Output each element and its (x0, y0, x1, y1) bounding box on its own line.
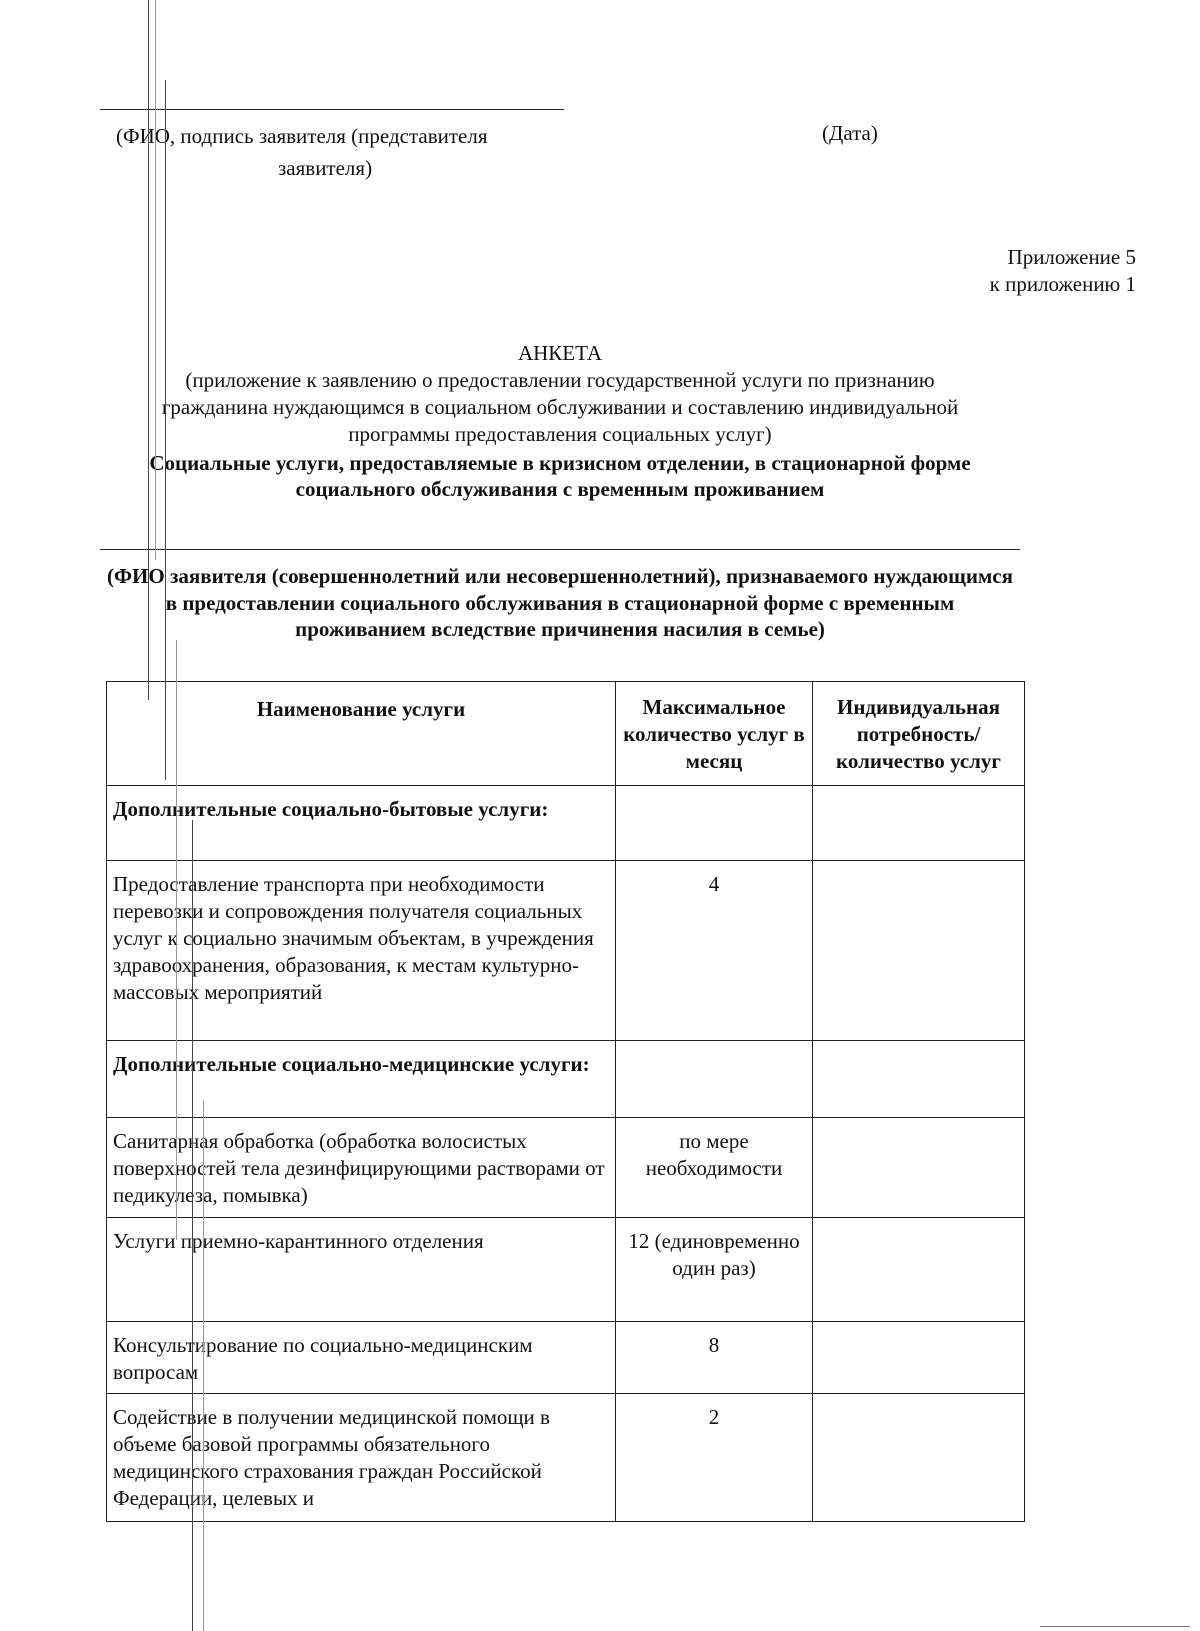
service-name-cell: Дополнительные социально-медицинские услуги: (107, 1041, 616, 1118)
scan-artifact-line (165, 80, 166, 780)
appendix-line1: Приложение 5 (1007, 245, 1136, 269)
signature-caption-line2: заявителя) (278, 155, 373, 180)
scan-artifact-line (148, 0, 149, 700)
scan-artifact-line (203, 1100, 204, 1631)
table-row (107, 786, 1025, 861)
signature-caption (100, 121, 580, 184)
max-quantity-cell: 12 (единовременно один раз) (616, 1217, 813, 1321)
scan-artifact-line (155, 0, 156, 560)
table-row (107, 1217, 1025, 1321)
individual-need-cell (813, 861, 1025, 1041)
table-header-row (107, 682, 1025, 786)
service-name-cell: Предоставление транспорта при необходимости перевозки и сопровождения получателя социальных услуг к социально значимым объектам, в учреждения здравоохранения, образования, к местам культурно-массовых мероприятий (107, 861, 616, 1041)
max-quantity-cell: 2 (616, 1394, 813, 1522)
service-name-cell: Санитарная обработка (обработка волосистых поверхностей тела дезинфицирующими растворами от педикулеза, помывка) (107, 1118, 616, 1218)
applicant-caption: (ФИО заявителя (совершеннолетний или несовершеннолетний), признаваемого нуждающимся в предоставлении социального обслуживания в стационарной форме с временным проживанием вследствие причинения насилия в семье) (107, 564, 1013, 642)
individual-need-cell (813, 1321, 1025, 1394)
signature-caption-line1: (ФИО, подпись заявителя (представителя (116, 124, 488, 148)
max-quantity-cell (616, 1041, 813, 1118)
table-row (107, 1321, 1025, 1394)
services-heading: Социальные услуги, предоставляемые в кризисном отделении, в стационарной форме социального обслуживания с временным проживанием (149, 450, 971, 502)
appendix-line2: к приложению 1 (989, 272, 1136, 297)
table-row (107, 861, 1025, 1041)
individual-need-cell (813, 786, 1025, 861)
individual-need-cell (813, 1118, 1025, 1218)
scan-artifact-line (176, 640, 177, 1240)
scan-artifact-mark (1040, 1626, 1190, 1627)
appendix-reference (990, 244, 1136, 299)
max-quantity-cell: 4 (616, 861, 813, 1041)
service-name-cell: Содействие в получении медицинской помощи в объеме базовой программы обязательного медицинского страхования граждан Российской Федерации, целевых и (107, 1394, 616, 1522)
date-caption: (Дата) (822, 121, 878, 145)
max-quantity-cell (616, 786, 813, 861)
table-row (107, 1394, 1025, 1522)
signature-line (100, 109, 564, 110)
max-quantity-cell: по мере необходимости (616, 1118, 813, 1218)
table-row (107, 1041, 1025, 1118)
table-row (107, 1118, 1025, 1218)
service-name-cell: Услуги приемно-карантинного отделения (107, 1217, 616, 1321)
scan-artifact-line (192, 820, 193, 1631)
service-name-cell: Консультирование по социально-медицинским вопросам (107, 1321, 616, 1394)
applicant-name-line (100, 549, 1020, 550)
document-subtitle: (приложение к заявлению о предоставлении государственной услуги по признанию гражданина нуждающимся в социальном обслуживании и составлению индивидуальной программы предоставления социальных услуг) (161, 367, 959, 446)
header-service-name: Наименование услуги (107, 682, 616, 786)
max-quantity-cell: 8 (616, 1321, 813, 1394)
document-title: АНКЕТА (517, 341, 603, 365)
individual-need-cell (813, 1217, 1025, 1321)
document-header (100, 340, 1020, 503)
header-max-quantity: Максимальное количество услуг в месяц (616, 682, 813, 786)
individual-need-cell (813, 1041, 1025, 1118)
service-name-cell: Дополнительные социально-бытовые услуги: (107, 786, 616, 861)
header-individual-need: Индивидуальная потребность/количество услуг (813, 682, 1025, 786)
individual-need-cell (813, 1394, 1025, 1522)
services-table (106, 681, 1025, 1522)
